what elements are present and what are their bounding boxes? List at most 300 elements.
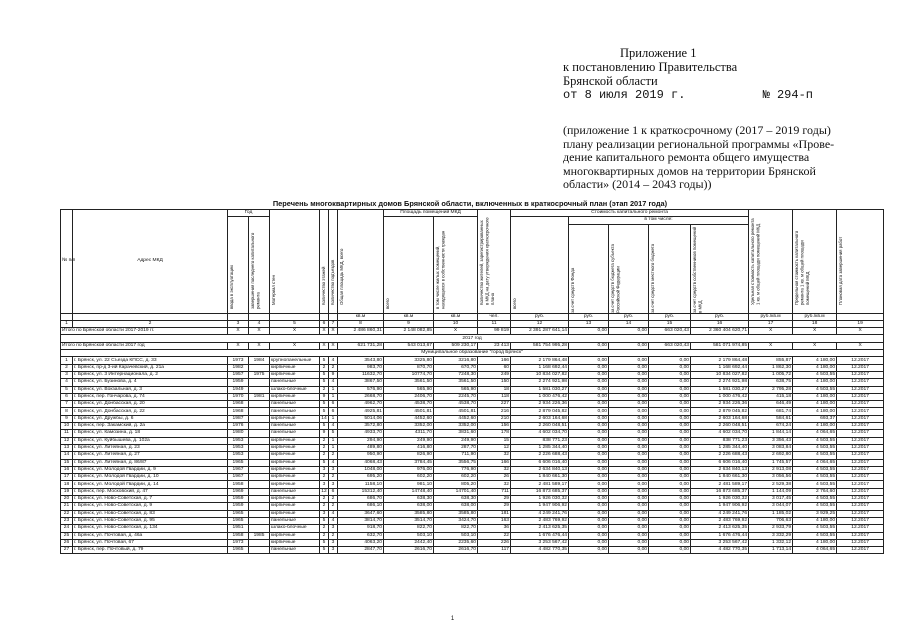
table-cell: 4 180,00 [793,423,837,430]
table-cell: 2 692,80 [749,452,793,459]
table-cell: 0,00 [609,452,649,459]
table-cell: 156 [478,423,511,430]
table-cell: 0,00 [609,474,649,481]
table-cell: 576,90 [338,386,384,393]
table-cell: г. Брянск, ул. Почтовая, 67 [73,539,228,546]
table-cell: 4 [61,379,73,386]
table-row [61,510,884,517]
table-cell: 2 529,38 [749,481,793,488]
table-cell [249,423,270,430]
table-cell: 1967 [228,474,249,481]
table-cell: г. Брянск, ул. Ново-Советская, д. 9 [73,503,228,510]
table-cell [249,444,270,451]
table-cell: 2 879 045,82 [511,408,569,415]
total-cell: X [249,342,270,349]
col-area-group: Площадь помещений МКД [384,210,478,217]
table-cell: 15 [478,437,511,444]
total-cell: 621 731,28 [338,342,384,349]
table-cell: 1984 [249,357,270,364]
table-cell: 0,00 [609,488,649,495]
col-entrances: Количество подъездов [329,210,338,314]
col-year-built: ввода в эксплуатацию [228,217,249,313]
table-cell: 178 [478,430,511,437]
table-cell: 0,00 [609,430,649,437]
table-cell: 0,00 [649,474,691,481]
table-cell: 12.2017 [837,547,884,554]
table-cell: 0,00 [609,371,649,378]
table-cell: 2 [329,364,338,371]
table-cell: 3 [320,481,329,488]
column-number: 15 [649,320,691,327]
table-cell: 0,00 [609,496,649,503]
table-cell: 4 064,65 [793,547,837,554]
total-cell: 0,00 [569,328,609,335]
table-cell: 1 926 030,32 [511,496,569,503]
table-cell: 0,00 [569,386,609,393]
table-row [61,386,884,393]
table-cell: 11632,70 [338,371,384,378]
column-number: 11 [478,320,511,327]
table-cell: 1 332,12 [749,539,793,546]
table-cell: 3 [320,510,329,517]
table-cell: шлако-блочные [270,386,320,393]
table-cell: 3585,80 [384,510,434,517]
table-cell: 4 503,55 [793,386,837,393]
table-cell: 693,37 [793,415,837,422]
table-cell: 29 [478,503,511,510]
table-cell: 584,61 [749,415,793,422]
table-cell: 638,30 [384,496,434,503]
table-cell: 12.2017 [837,379,884,386]
table-cell: 805,20 [434,481,478,488]
table-cell: 695,20 [338,474,384,481]
table-cell [249,430,270,437]
table-cell: 2 260 048,51 [691,423,749,430]
table-cell: 1985 [249,532,270,539]
table-cell: 12.2017 [837,466,884,473]
table-cell: 855,87 [749,357,793,364]
table-cell: 711 [478,488,511,495]
table-cell: 670,70 [434,364,478,371]
column-number: 16 [691,320,749,327]
table-cell: 1982 [228,364,249,371]
table-cell: 0,00 [569,510,609,517]
table-cell: 32 [478,481,511,488]
table-cell: 36 [478,525,511,532]
table-cell: 249,90 [434,437,478,444]
table-cell: 12.2017 [837,532,884,539]
table-cell: 2 764,60 [793,488,837,495]
table-cell: 0,00 [569,371,609,378]
table-cell: 15 [61,459,73,466]
table-cell: 1976 [228,423,249,430]
table-cell: 638,75 [749,379,793,386]
column-number: 13 [569,320,609,327]
table-cell: 0,00 [649,459,691,466]
table-cell: 3561,50 [434,379,478,386]
table-cell: 1 [329,437,338,444]
table-cell: 24 [61,525,73,532]
col-cost-owners: за счет средств собственников помещений в МКД [691,224,749,313]
table-cell: 3 253 567,42 [511,539,569,546]
table-cell: 1048,00 [338,466,384,473]
table-cell [249,415,270,422]
table-cell: 3 929,25 [793,510,837,517]
table-cell: 2245,70 [434,393,478,400]
region-name: Брянской области [563,74,658,88]
table-cell: 1 000 476,42 [691,393,749,400]
table-cell: 2847,70 [338,547,384,554]
table-cell: г. Брянск, ул. Ново-Советская, д. 134 [73,525,228,532]
table-cell: 1 840 661,30 [511,474,569,481]
table-cell: 12.2017 [837,408,884,415]
table-cell: кирпичные [270,371,320,378]
table-cell: 22 [478,532,511,539]
table-cell: 12.2017 [837,401,884,408]
table-cell: 1957 [228,371,249,378]
resolution-header [563,46,883,102]
table-cell: 21 [61,503,73,510]
table-cell: 1 947 906,92 [511,503,569,510]
table-cell: 2616,70 [434,547,478,554]
table-cell: 4311,70 [384,430,434,437]
table-cell: 23 [61,517,73,524]
total-cell: 581 754 995,28 [511,342,569,349]
table-cell: 4 503,55 [793,503,837,510]
table-cell: 5 [320,401,329,408]
table-cell: кирпичные [270,437,320,444]
table-cell: 9 [329,371,338,378]
table-cell: 4 180,00 [793,379,837,386]
table-cell: кирпичные [270,474,320,481]
table-row [61,466,884,473]
table-cell: 22 [61,510,73,517]
table-cell: 2 483 769,92 [691,517,749,524]
total-cell: 509 230,17 [434,342,478,349]
table-cell: 4 503,55 [793,444,837,451]
col-cost-group: Стоимость капитального ремонта [511,210,749,217]
table-cell: кирпичные [270,415,320,422]
table-cell: г. Брянск, ул. 22 Съезда КПСС, д. 33 [73,357,228,364]
table-cell: 0,00 [649,393,691,400]
table-cell: 1965 [228,547,249,554]
column-number: 18 [793,320,837,327]
table-cell: 9 [320,393,329,400]
table-cell: 0,00 [609,386,649,393]
table-cell: 1 [329,386,338,393]
table-cell: 776,90 [434,466,478,473]
table-cell: 12.2017 [837,488,884,495]
units-row: кв.м кв.м кв.м чел. руб. руб. руб. руб. руб. руб./кв.м руб./кв.м [61,313,884,320]
table-cell: 60 [478,364,511,371]
table-cell: 1 [61,357,73,364]
column-numbers-row [61,320,884,327]
table-cell: 0,00 [649,408,691,415]
table-cell: 12.2017 [837,437,884,444]
table-cell: 0,00 [649,517,691,524]
table-cell: 2 [329,532,338,539]
table-cell: 0,00 [609,466,649,473]
table-row [61,430,884,437]
table-cell: 0,00 [609,510,649,517]
table-cell: 12.2017 [837,364,884,371]
table-cell: 489,80 [338,444,384,451]
table-cell: 711,90 [434,452,478,459]
table-cell: 4 503,55 [793,481,837,488]
table-cell: 0,00 [649,452,691,459]
table-cell: 6 [329,408,338,415]
table-cell: 3831,60 [434,430,478,437]
table-cell: 4063,20 [338,539,384,546]
table-cell: 4 503,55 [793,466,837,473]
table-cell: 1965 [228,517,249,524]
table-cell: 14 [61,452,73,459]
table-cell: 12.2017 [837,539,884,546]
table-cell: 5 [320,539,329,546]
table-cell [249,474,270,481]
table-cell: 0,00 [609,357,649,364]
total-label: Итого по Брянской области 2017 год [61,342,228,349]
table-cell: 0,00 [649,503,691,510]
table-cell: 3 [61,371,73,378]
table-cell: 1 005,72 [749,371,793,378]
table-cell: 3 044,07 [749,503,793,510]
table-cell: 294,90 [338,437,384,444]
table-title: Перечень многоквартирных домов Брянской области, включенных в краткосрочный план (этап 2017 года) [272,199,668,208]
table-cell: 0,00 [569,517,609,524]
table-cell: 2 [329,452,338,459]
table-cell: кирпичные [270,481,320,488]
table-cell [249,452,270,459]
total-cell: X [837,342,884,349]
total-cell: 581 071 974,85 [691,342,749,349]
table-cell: 981,10 [384,481,434,488]
table-cell: 0,00 [649,430,691,437]
program-reference [563,124,878,192]
total-label: Итого по Брянской области 2017-2019 гг. [61,328,228,335]
table-cell [249,488,270,495]
table-cell: 1987 [228,415,249,422]
table-cell: 1 581 030,27 [511,386,569,393]
table-cell: 1958 [228,532,249,539]
table-cell: 638,30 [434,496,478,503]
table-cell: кирпичные [270,503,320,510]
total-cell: X [228,342,249,349]
total-cell: 0,00 [609,328,649,335]
appendix-label: Приложение 1 [620,46,697,60]
table-cell: 1 168 692,44 [511,364,569,371]
table-cell: 4 503,55 [793,532,837,539]
table-cell: 1 000 476,42 [511,393,569,400]
table-cell: панельные [270,408,320,415]
table-cell: 10 [61,423,73,430]
table-cell: 1959 [228,503,249,510]
table-cell: 0,00 [569,408,609,415]
table-cell: кирпичные [270,496,320,503]
table-cell: 0,00 [569,503,609,510]
column-number: 9 [384,320,434,327]
table-cell: 0,00 [649,510,691,517]
table-cell: 1951 [228,525,249,532]
table-cell: 1969 [228,488,249,495]
col-year-group: Год [228,210,270,217]
table-cell: 3867,50 [338,379,384,386]
table-cell: 3514,70 [384,517,434,524]
column-number: 6 [320,320,329,327]
table-cell: 632,70 [338,532,384,539]
col-year-repair: завершения последнего капитального ремонта [249,217,270,313]
table-cell: 0,00 [569,466,609,473]
total-cell: 663 020,43 [649,342,691,349]
table-cell: 5 [320,547,329,554]
table-cell: 4 064,65 [793,459,837,466]
col-floors: Количество этажей [320,210,329,314]
table-row [61,474,884,481]
table-cell: 2 879 045,82 [691,408,749,415]
col-cost-region: за счет средств бюджета субъекта Российской Федерации [609,224,649,313]
table-cell: 4 602 034,70 [691,430,749,437]
program-line: (приложение 1 к краткосрочному (2017 – 2019 годы) [563,123,831,137]
total-cell: 2 148 082,85 [384,328,434,335]
table-cell: 2 [320,525,329,532]
table-cell: 1 [329,444,338,451]
table-cell: 4 180,00 [793,408,837,415]
table-cell: 20 [61,496,73,503]
table-cell: 4452,60 [434,415,478,422]
table-cell: 3 [329,547,338,554]
table-cell: 12.2017 [837,496,884,503]
table-cell: 0,00 [569,444,609,451]
col-area-all: всего [384,217,434,313]
table-cell: панельные [270,547,320,554]
table-cell: 0,00 [649,401,691,408]
table-cell: 10774,70 [384,371,434,378]
table-cell: 706,63 [749,517,793,524]
table-cell: 1 676 476,44 [511,532,569,539]
table-cell: г. Брянск, ул. 3 Интернационала, д. 2 [73,371,228,378]
table-cell: 2 413 625,35 [511,525,569,532]
table-cell: 976,00 [384,466,434,473]
table-cell: 1 676 476,44 [691,532,749,539]
table-cell: 2 226 688,43 [511,452,569,459]
total-cell: 2 486 860,31 [338,328,384,335]
total-cell: 543 013,67 [384,342,434,349]
table-cell: 822,70 [384,525,434,532]
table-cell: 1973 [228,539,249,546]
total-cell: 2 360 404 620,71 [691,328,749,335]
table-cell: 9 [320,430,329,437]
total-year-row [61,342,884,349]
table-cell: 3647,60 [338,510,384,517]
table-cell: 3352,00 [384,423,434,430]
table-cell: 3814,70 [338,517,384,524]
table-cell: 2 [320,532,329,539]
total-cell: X [329,328,338,335]
table-cell: 2235,60 [434,539,478,546]
table-cell: 17 [61,474,73,481]
table-cell: 870,70 [384,364,434,371]
table-cell: 2 [320,503,329,510]
table-cell: 1 745,57 [749,459,793,466]
table-cell: г. Брянск, ул. Бузинова, д. 4 [73,379,228,386]
col-cost-total: всего [511,217,569,313]
table-cell: 1 168 692,44 [691,364,749,371]
table-cell: 3784,45 [384,459,434,466]
table-cell: 4 [329,423,338,430]
table-cell: 1965 [228,459,249,466]
col-wall: Материал стен [270,210,320,314]
table-cell: 6 [329,401,338,408]
table-cell: 4925,81 [338,408,384,415]
table-cell: 838 771,23 [691,437,749,444]
table-cell: г. Брянск, ул. Дружбы, д. 6 [73,415,228,422]
table-cell: 838 771,23 [511,437,569,444]
table-cell: 3 [329,481,338,488]
column-number: 17 [749,320,793,327]
table-cell: 0,00 [569,539,609,546]
table-cell: 4 180,00 [793,401,837,408]
table-cell: г. Брянск, ул. Молодой Гвардии, д. 10 [73,474,228,481]
table-cell: 2 934 226,36 [511,401,569,408]
table-cell: панельные [270,430,320,437]
total-cell: X [270,328,320,335]
table-cell: 2 179 864,48 [511,357,569,364]
table-cell: 1953 [228,452,249,459]
table-cell: 249,90 [384,437,434,444]
table-cell: 2 [329,503,338,510]
table-cell: 1 [329,393,338,400]
table-cell [249,481,270,488]
table-cell: 4 503,55 [793,437,837,444]
table-cell: 1973 [228,357,249,364]
table-cell: 150 [478,379,511,386]
table-cell: 0,00 [609,539,649,546]
col-unit-cost: Удельная стоимость капитального ремонта 1 кв. м общей площади помещений МКД [749,210,793,314]
table-cell: 2 260 048,51 [511,423,569,430]
table-cell: 0,00 [609,423,649,430]
table-cell: 2 [320,496,329,503]
table-cell: 2668,70 [338,393,384,400]
table-cell: 0,00 [649,357,691,364]
table-row [61,539,884,546]
table-cell: 1 844,14 [749,430,793,437]
table-cell: 4 180,00 [793,357,837,364]
page-number: 1 [450,616,455,622]
table-cell: 12.2017 [837,444,884,451]
table-cell: г. Брянск, пер. Закамский, д. 2а [73,423,228,430]
table-cell: 0,00 [649,539,691,546]
table-cell: 29 [478,496,511,503]
table-cell: 3543,80 [338,357,384,364]
total-cell: 2 391 287 641,14 [511,328,569,335]
table-cell: 4501,81 [384,408,434,415]
table-cell: 0,00 [569,379,609,386]
table-cell: 2 [320,364,329,371]
table-cell: 11 [61,430,73,437]
table-cell: 12.2017 [837,371,884,378]
table-cell: 0,00 [569,474,609,481]
col-area-total: Общая площадь МКД, всего [338,210,384,314]
col-num: № п/п [61,210,73,314]
resolution-date: от 8 июля 2019 г. [563,88,686,102]
table-cell: 2 [320,386,329,393]
table-cell: кирпичные [270,532,320,539]
table-cell: 10 834 027,82 [691,371,749,378]
table-cell: 12.2017 [837,386,884,393]
table-cell: 1949 [228,386,249,393]
table-cell: 6 [329,488,338,495]
total-cell: X [329,342,338,349]
